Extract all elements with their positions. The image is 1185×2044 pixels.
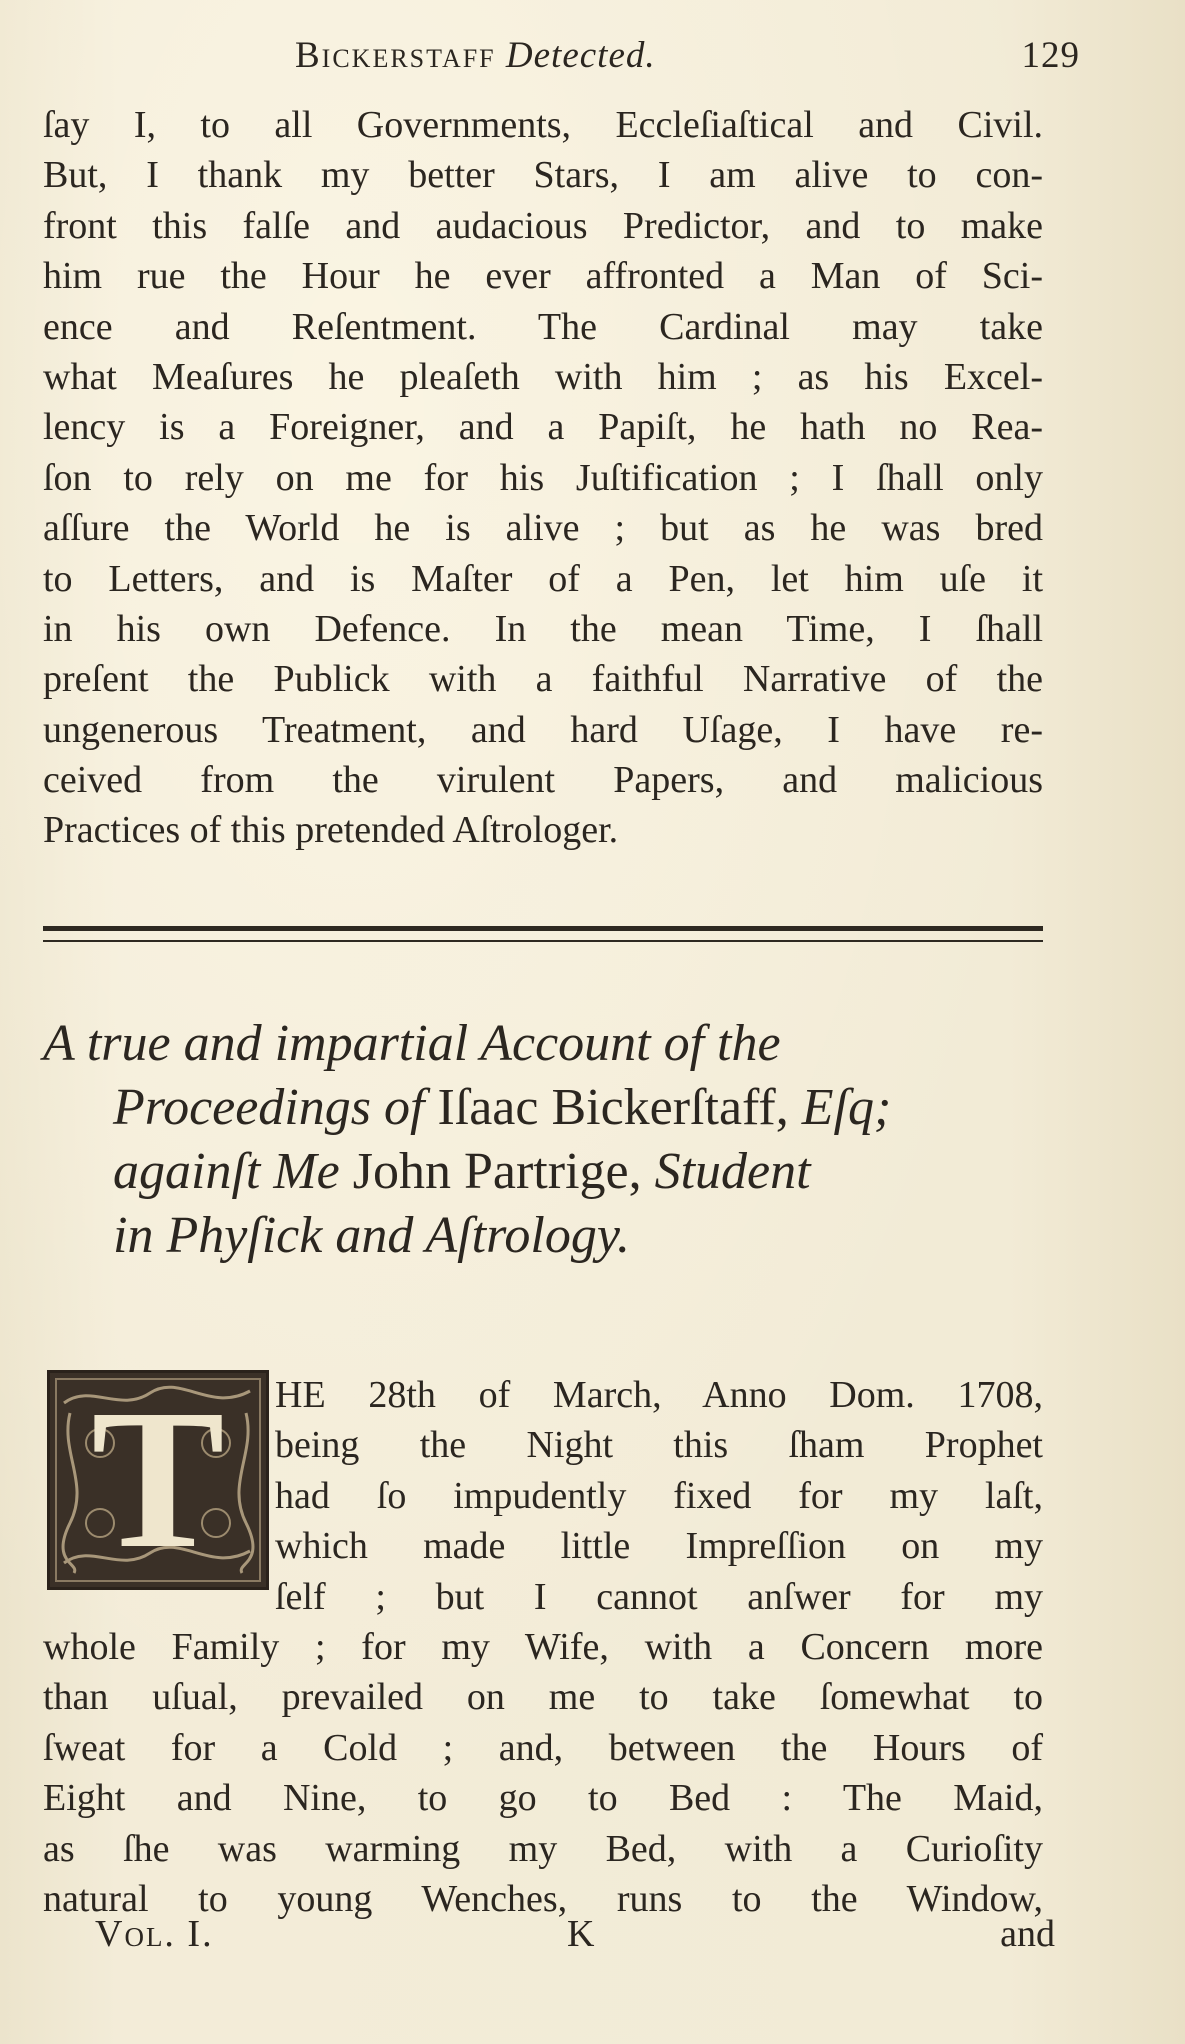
text-line: natural to young Wenches, runs to the Window, (43, 1877, 1043, 1920)
text-line: which made little Impreſſion on my (275, 1525, 1043, 1568)
heading-line-3-italic-end: Student (641, 1143, 811, 1200)
volume-label: Vol. I. (95, 1913, 214, 1955)
section-heading (43, 1012, 1063, 1268)
text-line: ence and Reſentment. The Cardinal may take (43, 305, 1043, 348)
text-line: him rue the Hour he ever affronted a Man of Sci- (43, 255, 1043, 298)
text-line: ſweat for a Cold ; and, between the Hours of (43, 1726, 1043, 1769)
text-line: as ſhe was warming my Bed, with a Curioſity (43, 1827, 1043, 1870)
page-number: 129 (1021, 35, 1080, 76)
text-line: ungenerous Treatment, and hard Uſage, I have re- (43, 708, 1043, 751)
text-line: had ſo impudently fixed for my laſt, (275, 1474, 1043, 1517)
section-rule-thin (43, 940, 1043, 942)
text-line: But, I thank my better Stars, I am alive to con- (43, 154, 1043, 197)
heading-line-2-italic-end: Eſq; (788, 1079, 892, 1136)
text-line: Eight and Nine, to go to Bed : The Maid, (43, 1777, 1043, 1820)
running-head (40, 30, 1080, 86)
heading-line-3-roman: John Partrige, (339, 1143, 642, 1200)
text-line: aſſure the World he is alive ; but as he was bred (43, 507, 1043, 550)
heading-line-1: A true and impartial Account of the (43, 1015, 781, 1072)
paragraph-1 (43, 100, 1043, 856)
text-line: to Letters, and is Maſter of a Pen, let him uſe it (43, 557, 1043, 600)
paragraph-2 (43, 1370, 1043, 1924)
text-line: what Meaſures he pleaſeth with him ; as his Excel- (43, 355, 1043, 398)
running-title-italic: Detected. (505, 35, 656, 76)
signature-mark: K (567, 1913, 595, 1955)
heading-line-2 (43, 1076, 1063, 1140)
text-line: ſon to rely on me for his Juſtification ; I ſhall only (43, 456, 1043, 499)
text-line: whole Family ; for my Wife, with a Concern more (43, 1625, 1043, 1668)
heading-line-3 (43, 1140, 1063, 1204)
text-line: ſay I, to all Governments, Eccleſiaſtical and Civil. (43, 104, 1043, 146)
text-line: in his own Defence. In the mean Time, I ſhall (43, 607, 1043, 650)
heading-line-4: in Phyſick and Aſtrology. (113, 1207, 631, 1264)
catchword: and (1000, 1913, 1055, 1955)
heading-line-2-italic: Proceedings of (113, 1079, 425, 1136)
text-line: lency is a Foreigner, and a Papiſt, he hath no Rea- (43, 406, 1043, 449)
text-line: front this falſe and audacious Predictor, and to make (43, 204, 1043, 247)
running-title (295, 34, 656, 77)
text-line: ceived from the virulent Papers, and malicious (43, 759, 1043, 802)
text-line: than uſual, prevailed on me to take ſomewhat to (43, 1676, 1043, 1719)
heading-line-2-roman: Iſaac Bickerſtaff, (424, 1079, 789, 1136)
text-line: being the Night this ſham Prophet (275, 1424, 1043, 1467)
page-footer (95, 1912, 1055, 1962)
running-title-caps: Bickerstaff (295, 35, 496, 76)
text-line: ſelf ; but I cannot anſwer for my (275, 1575, 1043, 1618)
text-line: Practices of this pretended Aſtrologer. (43, 809, 619, 852)
drop-cap-letter: T (91, 1369, 225, 1590)
text-line: HE 28th of March, Anno Dom. 1708, (275, 1374, 1043, 1416)
section-rule-thick (43, 926, 1043, 931)
heading-line-3-italic: againſt Me (113, 1143, 340, 1200)
text-line: preſent the Publick with a faithful Narrative of the (43, 658, 1043, 701)
